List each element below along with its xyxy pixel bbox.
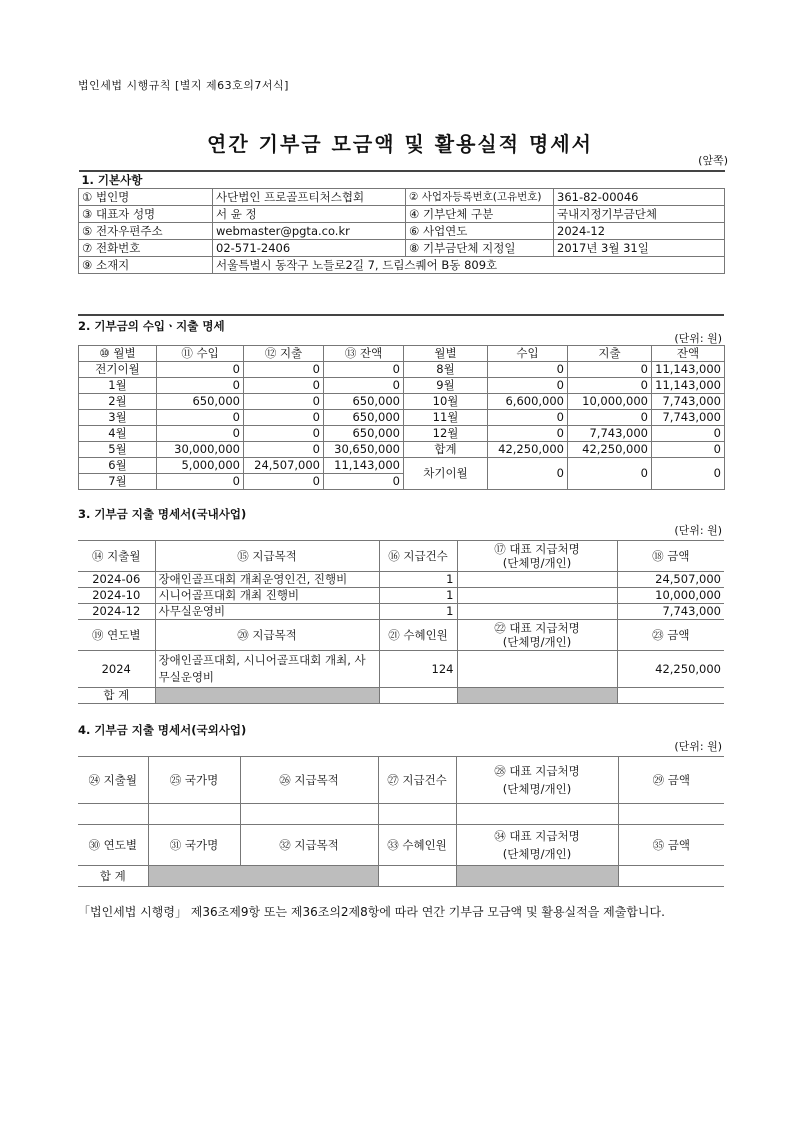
basic-label: ⑥ 사업연도 (406, 223, 554, 240)
expense-cell: 0 (568, 458, 652, 490)
header-cell (457, 541, 617, 572)
header-cell: ⑬ 잔액 (324, 346, 404, 362)
empty-cell (148, 804, 240, 825)
header-text: ㉘ 대표 지급처명 (494, 764, 580, 778)
basic-value: webmaster@pgta.co.kr (213, 223, 406, 240)
header-cell: ㉖ 지급목적 (240, 757, 378, 804)
section1-title: 1. 기본사항 (79, 171, 725, 189)
basic-label: ⑦ 전화번호 (79, 240, 213, 257)
balance-cell: 0 (324, 378, 404, 394)
header-cell: ㉓ 금액 (617, 620, 724, 651)
header-cell: ㉜ 지급목적 (240, 825, 378, 866)
income-cell: 5,000,000 (157, 458, 244, 474)
balance-cell: 0 (324, 362, 404, 378)
basic-value: 국내지정기부금단체 (554, 206, 725, 223)
balance-cell: 11,143,000 (652, 378, 725, 394)
total-label: 합계 (404, 442, 488, 458)
header-text: ⑰ 대표 지급처명 (494, 542, 580, 556)
document-title: 연간 기부금 모금액 및 활용실적 명세서 (207, 132, 593, 156)
empty-cell (618, 866, 724, 887)
address-value: 서울특별시 동작구 노들로2길 7, 드림스퀘어 B동 809호 (213, 257, 725, 274)
income-cell: 6,600,000 (488, 394, 568, 410)
expense-cell: 10,000,000 (568, 394, 652, 410)
purpose-cell: 장애인골프대회, 시니어골프대회 개최, 사무실운영비 (155, 651, 379, 688)
purpose-cell: 사무실운영비 (155, 604, 379, 620)
balance-cell: 0 (652, 442, 725, 458)
expense-cell: 0 (244, 410, 324, 426)
balance-cell: 0 (324, 474, 404, 490)
income-cell: 0 (488, 458, 568, 490)
overseas-expense-table (78, 756, 724, 887)
header-cell (456, 757, 618, 804)
basic-label: ③ 대표자 성명 (79, 206, 213, 223)
month-cell: 2024-06 (78, 572, 155, 588)
header-cell: ㉝ 수혜인원 (378, 825, 456, 866)
month-cell: 전기이월 (79, 362, 157, 378)
income-cell: 0 (488, 362, 568, 378)
count-cell: 1 (379, 604, 457, 620)
empty-cell (78, 804, 148, 825)
carryover-label: 차기이월 (404, 458, 488, 490)
income-cell: 0 (157, 362, 244, 378)
income-cell: 0 (488, 410, 568, 426)
total-label: 합 계 (78, 866, 148, 887)
header-cell: ⑯ 지급건수 (379, 541, 457, 572)
recipient-cell (457, 604, 617, 620)
month-cell: 10월 (404, 394, 488, 410)
header-cell: ㉛ 국가명 (148, 825, 240, 866)
balance-cell: 0 (652, 426, 725, 442)
header-cell: 지출 (568, 346, 652, 362)
empty-cell (618, 804, 724, 825)
expense-cell: 0 (244, 362, 324, 378)
empty-cell (379, 688, 457, 704)
income-cell: 42,250,000 (488, 442, 568, 458)
month-cell: 2024-10 (78, 588, 155, 604)
basic-value: 2017년 3월 31일 (554, 240, 725, 257)
expense-cell: 0 (244, 394, 324, 410)
expense-cell: 0 (568, 362, 652, 378)
header-cell: 월별 (404, 346, 488, 362)
expense-cell: 7,743,000 (568, 426, 652, 442)
income-cell: 650,000 (157, 394, 244, 410)
amount-cell: 42,250,000 (617, 651, 724, 688)
header-subtext: (단체명/개인) (502, 556, 572, 570)
basic-label: ① 법인명 (79, 189, 213, 206)
header-text: ㉞ 대표 지급처명 (494, 829, 580, 843)
month-cell: 4월 (79, 426, 157, 442)
expense-cell: 0 (244, 474, 324, 490)
empty-cell (378, 804, 456, 825)
month-cell: 5월 (79, 442, 157, 458)
header-cell: ㉔ 지출월 (78, 757, 148, 804)
basic-label: ⑤ 전자우편주소 (79, 223, 213, 240)
amount-cell: 24,507,000 (617, 572, 724, 588)
header-cell: ㉑ 수혜인원 (379, 620, 457, 651)
balance-cell: 0 (652, 458, 725, 490)
recipient-cell (457, 651, 617, 688)
purpose-cell: 장애인골프대회 개최운영인건, 진행비 (155, 572, 379, 588)
header-subtext: (단체명/개인) (502, 635, 572, 649)
empty-cell (240, 804, 378, 825)
month-cell: 1월 (79, 378, 157, 394)
income-cell: 0 (157, 474, 244, 490)
header-cell (456, 825, 618, 866)
section3-unit: (단위: 원) (674, 524, 722, 537)
basic-value: 사단법인 프로골프티처스협회 (213, 189, 406, 206)
header-cell: ㉗ 지급건수 (378, 757, 456, 804)
page-side-label: (앞쪽) (698, 154, 728, 167)
income-cell: 0 (488, 426, 568, 442)
balance-cell: 7,743,000 (652, 394, 725, 410)
section2-title: 2. 기부금의 수입ㆍ지출 명세 (78, 314, 724, 334)
form-reference: 법인세법 시행규칙 [별지 제63호의7서식] (78, 79, 289, 92)
income-expense-table (78, 345, 725, 490)
people-cell: 124 (379, 651, 457, 688)
income-cell: 0 (488, 378, 568, 394)
income-cell: 30,000,000 (157, 442, 244, 458)
expense-cell: 42,250,000 (568, 442, 652, 458)
header-cell: ㉚ 연도별 (78, 825, 148, 866)
expense-cell: 0 (244, 378, 324, 394)
balance-cell: 650,000 (324, 394, 404, 410)
header-cell: ⑭ 지출월 (78, 541, 155, 572)
shaded-cell (457, 688, 617, 704)
income-cell: 0 (157, 378, 244, 394)
header-cell (457, 620, 617, 651)
header-subtext: (단체명/개인) (502, 782, 572, 796)
basic-label: ② 사업자등록번호(고유번호) (406, 189, 554, 206)
basic-label: ⑧ 기부금단체 지정일 (406, 240, 554, 257)
shaded-cell (456, 866, 618, 887)
header-subtext: (단체명/개인) (502, 847, 572, 861)
header-cell: 수입 (488, 346, 568, 362)
empty-cell (617, 688, 724, 704)
basic-value: 361-82-00046 (554, 189, 725, 206)
basic-value: 02-571-2406 (213, 240, 406, 257)
section4-unit: (단위: 원) (674, 740, 722, 753)
expense-cell: 0 (568, 378, 652, 394)
header-cell: ⑮ 지급목적 (155, 541, 379, 572)
expense-cell: 0 (244, 426, 324, 442)
header-cell: ㉕ 국가명 (148, 757, 240, 804)
month-cell: 3월 (79, 410, 157, 426)
total-label: 합 계 (78, 688, 155, 704)
recipient-cell (457, 572, 617, 588)
basic-value: 2024-12 (554, 223, 725, 240)
month-cell: 9월 (404, 378, 488, 394)
shaded-cell (148, 866, 378, 887)
month-cell: 11월 (404, 410, 488, 426)
income-cell: 0 (157, 410, 244, 426)
section2-unit: (단위: 원) (674, 332, 722, 345)
expense-cell: 24,507,000 (244, 458, 324, 474)
balance-cell: 650,000 (324, 426, 404, 442)
month-cell: 7월 (79, 474, 157, 490)
year-cell: 2024 (78, 651, 155, 688)
header-cell: ⑩ 월별 (79, 346, 157, 362)
expense-cell: 0 (568, 410, 652, 426)
section3-title: 3. 기부금 지출 명세서(국내사업) (78, 507, 247, 521)
basic-value: 서 윤 정 (213, 206, 406, 223)
month-cell: 12월 (404, 426, 488, 442)
month-cell: 8월 (404, 362, 488, 378)
submission-statement: 「법인세법 시행령」 제36조제9항 또는 제36조의2제8항에 따라 연간 기부금 모금액 및 활용실적을 제출합니다. (78, 905, 665, 919)
header-cell: ⑱ 금액 (617, 541, 724, 572)
shaded-cell (155, 688, 379, 704)
address-label: ⑨ 소재지 (79, 257, 213, 274)
balance-cell: 7,743,000 (652, 410, 725, 426)
purpose-cell: 시니어골프대회 개최 진행비 (155, 588, 379, 604)
domestic-expense-table (78, 540, 724, 704)
header-cell: ⑫ 지출 (244, 346, 324, 362)
count-cell: 1 (379, 572, 457, 588)
month-cell: 2월 (79, 394, 157, 410)
header-text: ㉒ 대표 지급처명 (494, 621, 580, 635)
month-cell: 6월 (79, 458, 157, 474)
income-cell: 0 (157, 426, 244, 442)
balance-cell: 11,143,000 (652, 362, 725, 378)
section4-title: 4. 기부금 지출 명세서(국외사업) (78, 723, 247, 737)
header-cell: ⑲ 연도별 (78, 620, 155, 651)
count-cell: 1 (379, 588, 457, 604)
header-cell: 잔액 (652, 346, 725, 362)
empty-cell (378, 866, 456, 887)
empty-cell (456, 804, 618, 825)
balance-cell: 30,650,000 (324, 442, 404, 458)
header-cell: ⑪ 수입 (157, 346, 244, 362)
month-cell: 2024-12 (78, 604, 155, 620)
balance-cell: 11,143,000 (324, 458, 404, 474)
basic-info-table (78, 170, 725, 274)
amount-cell: 7,743,000 (617, 604, 724, 620)
recipient-cell (457, 588, 617, 604)
header-cell: ㉙ 금액 (618, 757, 724, 804)
amount-cell: 10,000,000 (617, 588, 724, 604)
balance-cell: 650,000 (324, 410, 404, 426)
expense-cell: 0 (244, 442, 324, 458)
basic-label: ④ 기부단체 구분 (406, 206, 554, 223)
header-cell: ㉟ 금액 (618, 825, 724, 866)
header-cell: ⑳ 지급목적 (155, 620, 379, 651)
